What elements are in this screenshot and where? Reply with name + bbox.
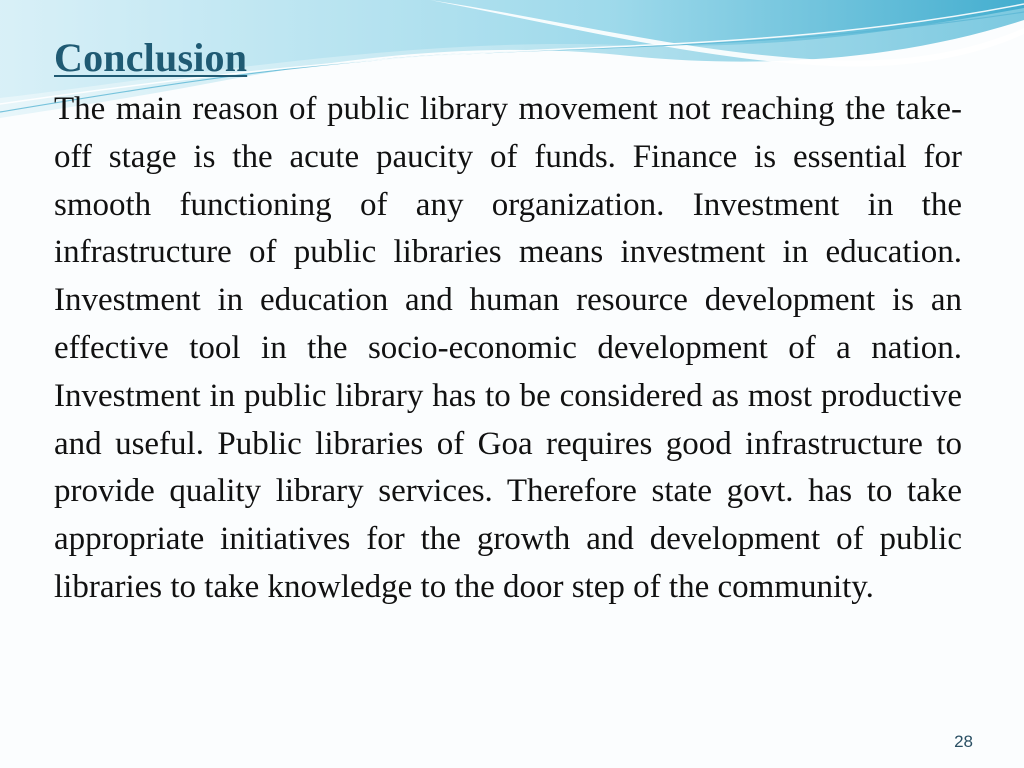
slide-title: Conclusion bbox=[54, 35, 248, 80]
slide-body-text: The main reason of public library movement not reaching the take-off stage is the acute paucity of funds. Finance is essential for smooth functioning of any organization. Investment in the infrastructure of public libraries means investment in education. Investment in education and human resource development is an effective tool in the socio-economic development of a nation. Investment in public library has to be considered as most productive and useful. Public libraries of Goa requires good infrastructure to provide quality library services. Therefore state govt. has to take appropriate initiatives for the growth and development of public libraries to take knowledge to the door step of the community. bbox=[54, 91, 962, 605]
page-number: 28 bbox=[954, 732, 973, 751]
